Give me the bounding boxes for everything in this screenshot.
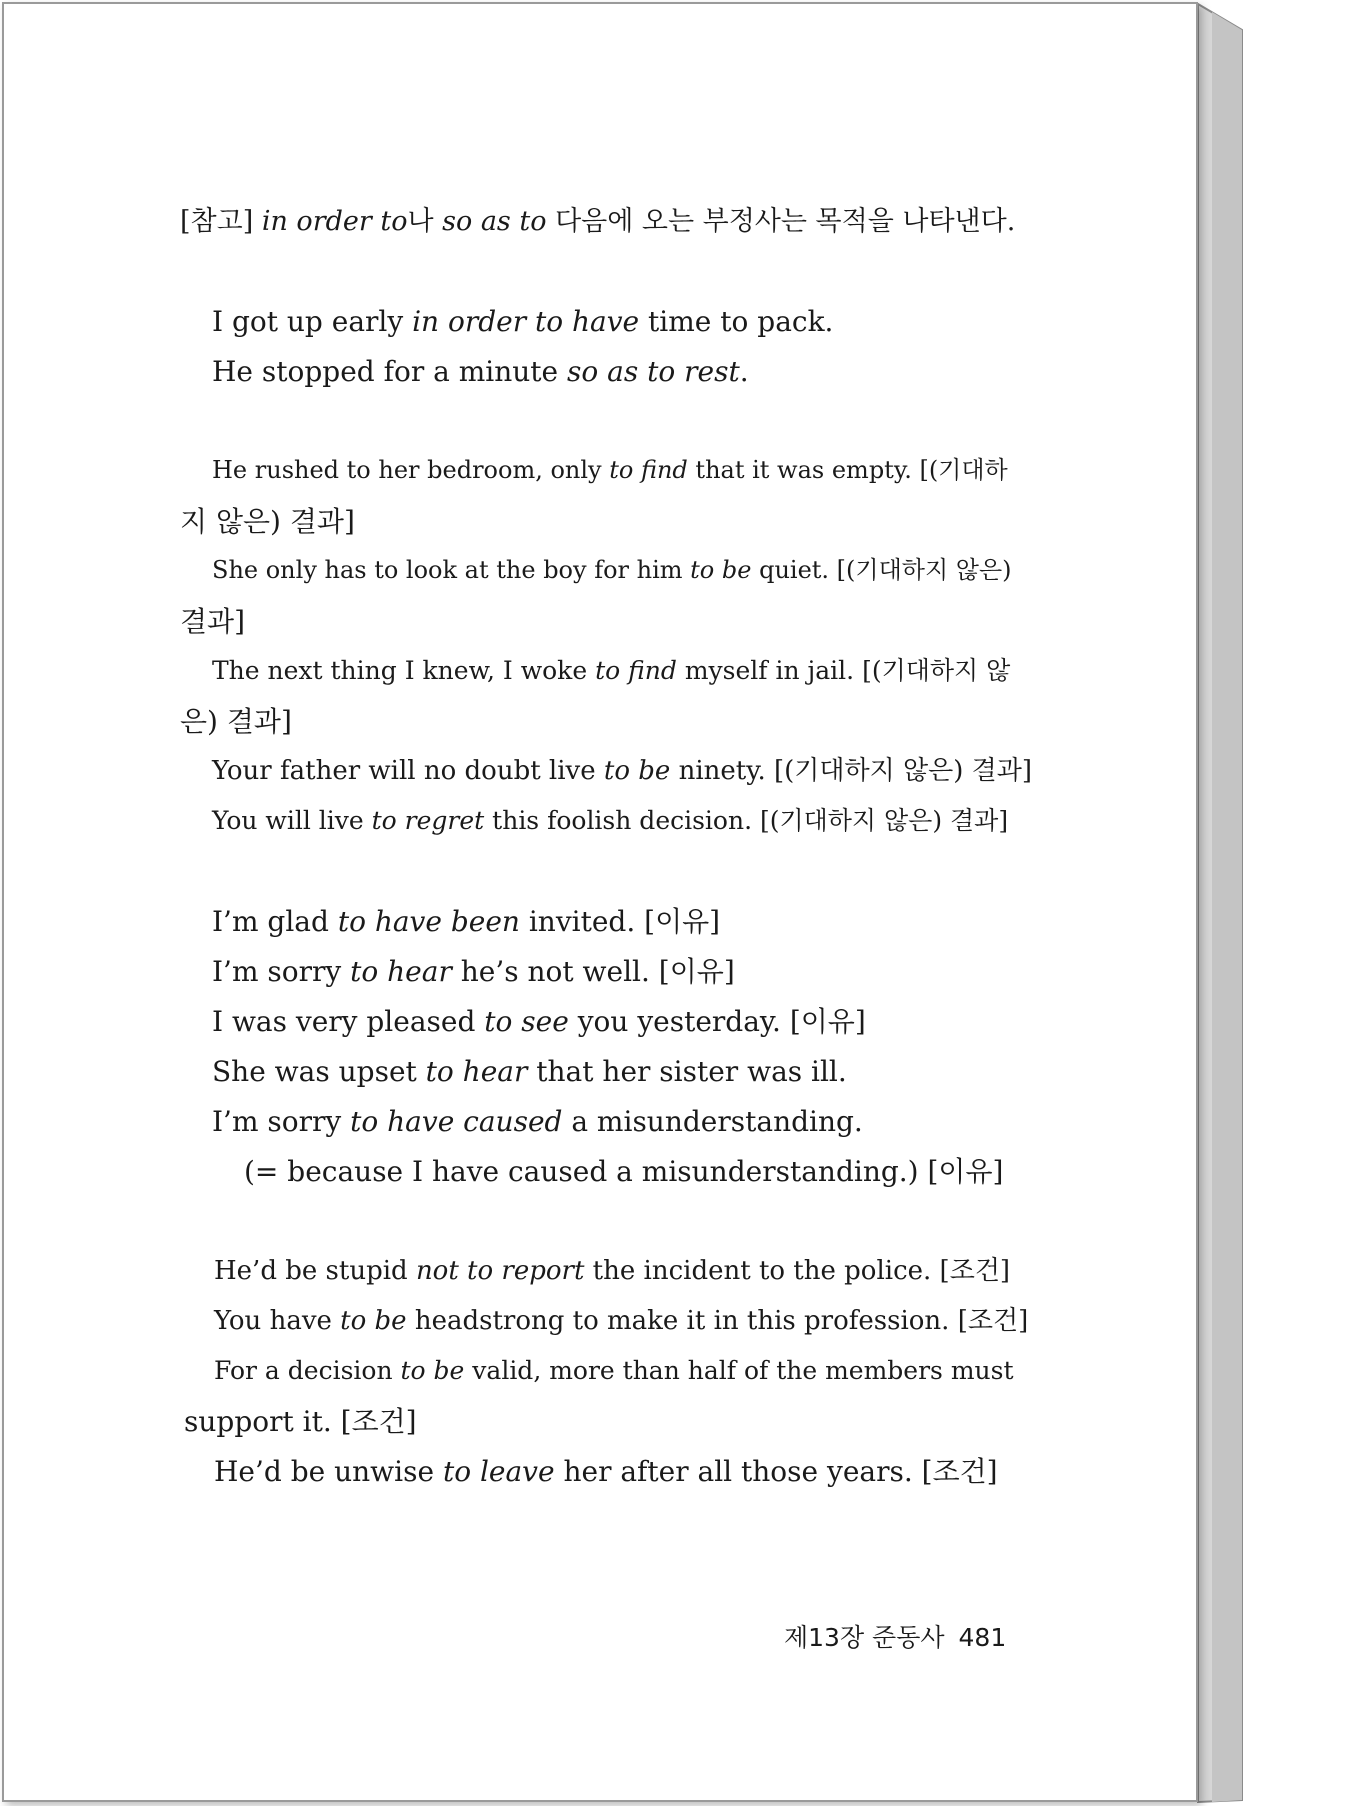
example-line bbox=[212, 905, 721, 938]
example-text: She was upset bbox=[212, 1055, 426, 1088]
example-line bbox=[212, 1105, 863, 1138]
example-text: For a decision bbox=[214, 1356, 401, 1385]
example-text: He’d be unwise bbox=[214, 1455, 443, 1488]
example-text: I’m sorry bbox=[212, 955, 351, 988]
example-infinitive: to find bbox=[609, 456, 688, 484]
example-text: He stopped for a minute bbox=[212, 355, 568, 388]
example-text: myself in jail. [(기대하지 않 bbox=[676, 656, 1011, 685]
example-line bbox=[214, 1358, 1014, 1383]
example-line bbox=[212, 658, 1010, 683]
page-content bbox=[4, 4, 1200, 1804]
example-infinitive: to be bbox=[603, 756, 671, 786]
example-text: he’s not well. [이유] bbox=[451, 955, 735, 988]
example-infinitive: so as to rest bbox=[567, 355, 740, 388]
note-prefix: [참고] bbox=[180, 206, 262, 237]
example-text: Your father will no doubt live bbox=[212, 756, 604, 786]
example-text: valid, more than half of the members must bbox=[464, 1356, 1014, 1385]
example-text: You will live bbox=[212, 806, 372, 835]
example-line bbox=[214, 1308, 1028, 1334]
example-infinitive: to regret bbox=[371, 806, 485, 835]
example-line bbox=[212, 955, 735, 988]
example-infinitive: in order to have bbox=[412, 305, 640, 338]
example-text: her after all those years. [조건] bbox=[554, 1455, 998, 1488]
example-infinitive: to find bbox=[595, 656, 677, 685]
example-text: time to pack. bbox=[639, 305, 834, 338]
example-continuation: support it. [조건] bbox=[184, 1405, 417, 1438]
note-line bbox=[180, 208, 1015, 235]
example-continuation: 결과] bbox=[180, 605, 246, 638]
example-infinitive: to hear bbox=[350, 955, 452, 988]
example-line bbox=[212, 1055, 847, 1088]
example-text: ninety. [(기대하지 않은) 결과] bbox=[670, 756, 1033, 786]
example-text: I’m glad bbox=[212, 905, 338, 938]
example-text: that her sister was ill. bbox=[527, 1055, 847, 1088]
example-line bbox=[214, 1258, 1010, 1284]
example-line bbox=[212, 1005, 866, 1038]
note-text-2: 다음에 오는 부정사는 목적을 나타낸다. bbox=[546, 206, 1016, 237]
note-italic-1: in order to bbox=[261, 206, 408, 237]
example-infinitive: to be bbox=[690, 556, 752, 584]
example-line bbox=[212, 355, 749, 388]
example-text: . bbox=[739, 355, 749, 388]
example-text: that it was empty. [(기대하 bbox=[687, 456, 1008, 484]
example-line bbox=[212, 458, 1008, 482]
example-line bbox=[212, 558, 1012, 582]
example-text: I was very pleased bbox=[212, 1005, 485, 1038]
example-infinitive: to be bbox=[340, 1306, 407, 1336]
example-text: The next thing I knew, I woke bbox=[212, 656, 596, 685]
example-text: invited. [이유] bbox=[519, 905, 721, 938]
book-page bbox=[2, 2, 1198, 1802]
example-line bbox=[212, 758, 1032, 784]
example-text: the incident to the police. [조건] bbox=[584, 1256, 1011, 1286]
example-line bbox=[212, 305, 834, 338]
page-footer bbox=[784, 1618, 1006, 1654]
example-line bbox=[212, 808, 1008, 833]
reason-paraphrase: (= because I have caused a misunderstanding.) [이유] bbox=[244, 1155, 1004, 1188]
example-infinitive: to hear bbox=[425, 1055, 528, 1088]
example-line bbox=[214, 1455, 998, 1488]
example-text: She only has to look at the boy for him bbox=[212, 556, 691, 584]
note-italic-2: so as to bbox=[442, 206, 547, 237]
example-infinitive: to be bbox=[400, 1356, 465, 1385]
example-text: quiet. [(기대하지 않은) bbox=[751, 556, 1012, 584]
example-text: You have bbox=[214, 1306, 341, 1336]
example-infinitive: to have caused bbox=[350, 1105, 563, 1138]
example-text: I’m sorry bbox=[212, 1105, 351, 1138]
example-infinitive: to see bbox=[484, 1005, 569, 1038]
chapter-title: 제13장 준동사 bbox=[784, 1623, 945, 1652]
page-number: 481 bbox=[958, 1623, 1007, 1652]
example-continuation: 지 않은) 결과] bbox=[180, 505, 355, 538]
example-text: this foolish decision. [(기대하지 않은) 결과] bbox=[484, 806, 1009, 835]
example-text: He rushed to her bedroom, only bbox=[212, 456, 610, 484]
example-infinitive: not to report bbox=[415, 1256, 585, 1286]
example-text: headstrong to make it in this profession. [조건] bbox=[406, 1306, 1029, 1336]
example-continuation: 은) 결과] bbox=[180, 705, 292, 738]
example-text: I got up early bbox=[212, 305, 413, 338]
example-text: a misunderstanding. bbox=[562, 1105, 863, 1138]
example-text: you yesterday. [이유] bbox=[568, 1005, 866, 1038]
example-text: He’d be stupid bbox=[214, 1256, 416, 1286]
example-infinitive: to leave bbox=[442, 1455, 555, 1488]
note-text-1: 나 bbox=[407, 206, 443, 237]
example-infinitive: to have been bbox=[337, 905, 520, 938]
